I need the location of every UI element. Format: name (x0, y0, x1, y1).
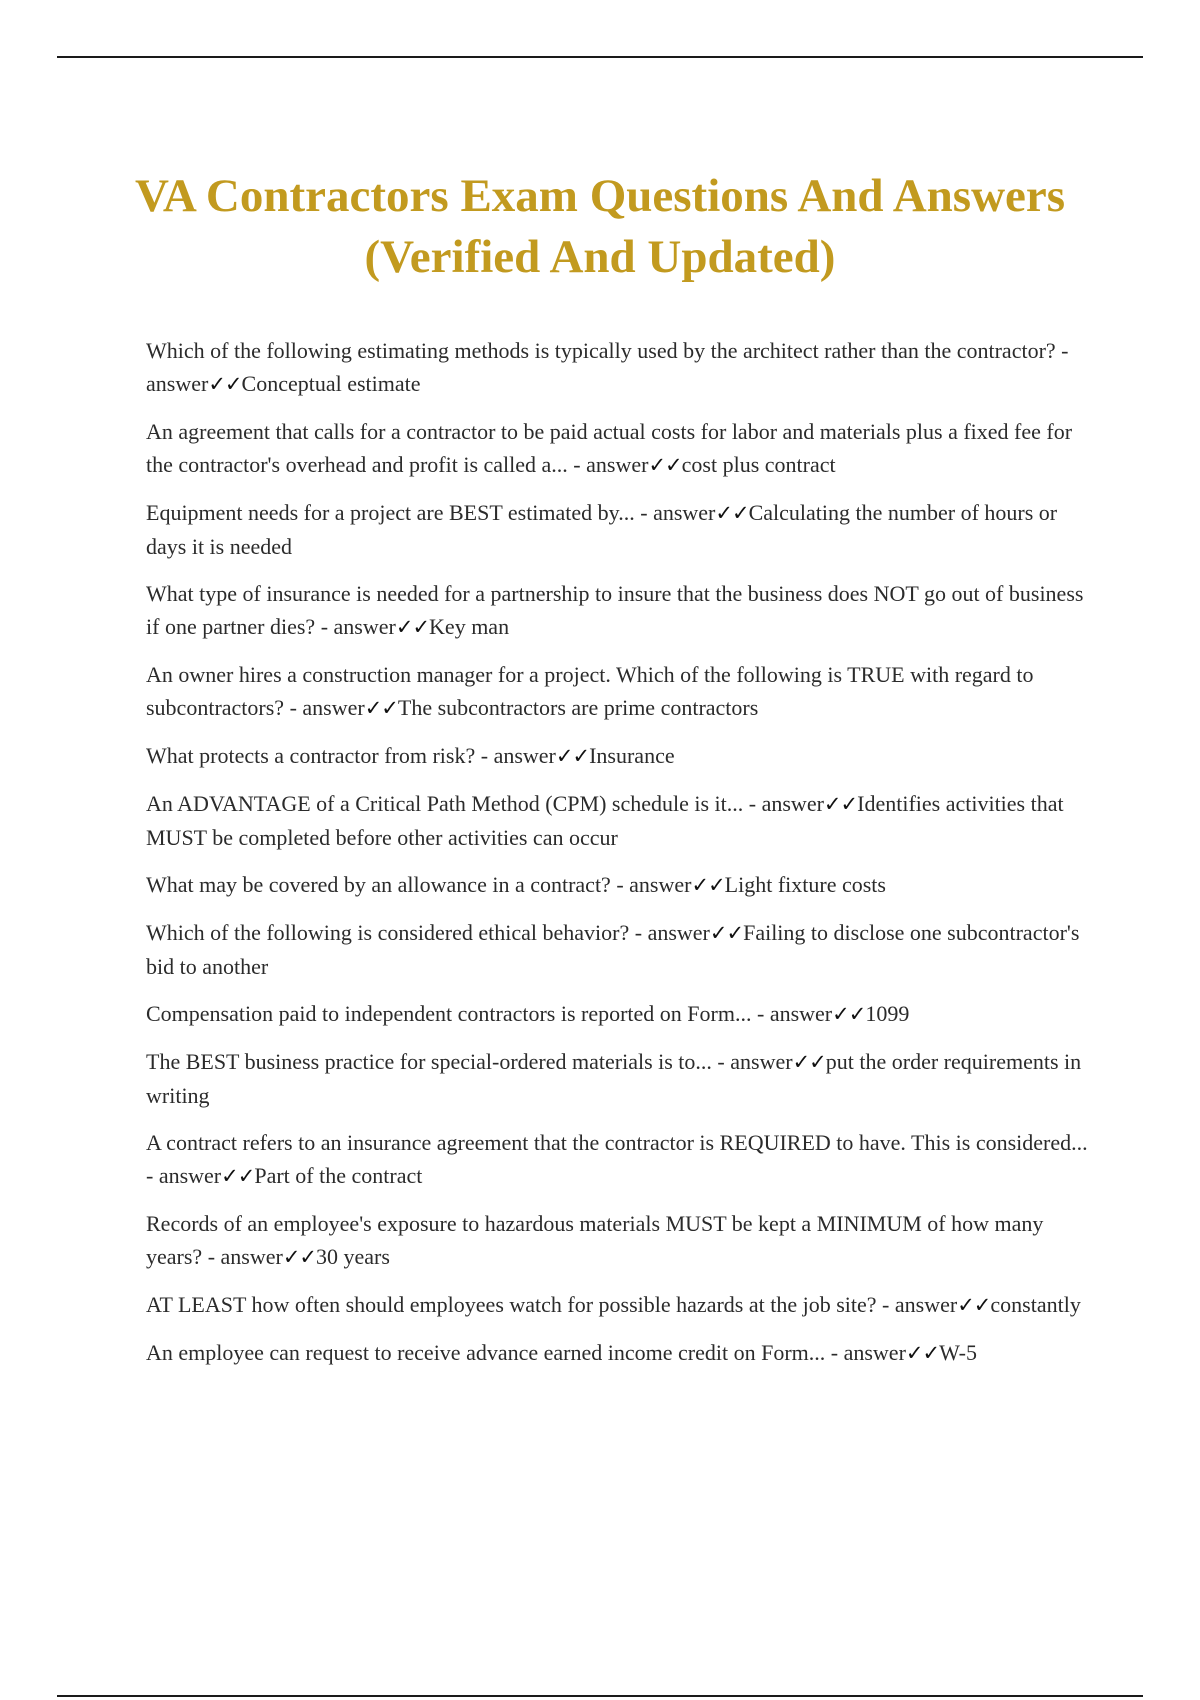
question-text: What may be covered by an allowance in a contract? (146, 872, 611, 897)
double-check-icon: ✓✓ (691, 873, 725, 897)
answer-text: Part of the contract (254, 1163, 423, 1188)
answer-text: Conceptual estimate (241, 371, 421, 396)
answer-text: The subcontractors are prime contractors (397, 695, 759, 720)
answer-label: answer (220, 1244, 283, 1269)
question-text: An ADVANTAGE of a Critical Path Method (CPM) schedule is it... (146, 791, 744, 816)
answer-text: constantly (990, 1292, 1081, 1317)
question-text: What protects a contractor from risk? (146, 743, 476, 768)
separator: - (567, 452, 587, 477)
answer-label: answer (302, 695, 365, 720)
separator: - (1055, 338, 1069, 363)
document-title: VA Contractors Exam Questions And Answers (Verified And Updated) (134, 170, 1066, 283)
qa-item (146, 334, 1096, 401)
qa-item (146, 658, 1096, 725)
answer-text: put the order requirements in writing (146, 1049, 1082, 1108)
question-text: Which of the following estimating methods is typically used by the architect rather than the contractor? (146, 338, 1056, 363)
double-check-icon: ✓✓ (792, 1050, 826, 1074)
question-text: Which of the following is considered ethical behavior? (146, 920, 630, 945)
answer-text: W-5 (939, 1340, 977, 1365)
separator: - (751, 1001, 770, 1026)
answer-label: answer (843, 1340, 906, 1365)
separator: - (284, 695, 303, 720)
qa-item (146, 1126, 1096, 1193)
qa-list (146, 334, 1096, 1384)
answer-text: Light fixture costs (724, 872, 886, 897)
question-text: What type of insurance is needed for a partnership to insure that the business does NOT go out of business if one partner dies? (146, 581, 1084, 639)
answer-label: answer (493, 743, 556, 768)
double-check-icon: ✓✓ (555, 744, 590, 768)
answer-text: Key man (429, 614, 510, 639)
answer-label: answer (629, 872, 692, 897)
answer-label: answer (586, 452, 649, 477)
separator: - (202, 1244, 221, 1269)
answer-label: answer (333, 614, 396, 639)
qa-item (146, 916, 1096, 983)
question-text: The BEST business practice for special-ordered materials is to... (146, 1049, 712, 1074)
double-check-icon: ✓✓ (957, 1293, 991, 1317)
question-text: Records of an employee's exposure to hazardous materials MUST be kept a MINIMUM of how many years? (146, 1211, 1044, 1269)
bottom-rule (57, 1695, 1143, 1697)
answer-label: answer (894, 1292, 958, 1317)
separator: - (876, 1292, 895, 1317)
qa-item (146, 997, 1096, 1031)
double-check-icon: ✓✓ (364, 696, 398, 720)
separator: - (315, 614, 334, 639)
question-text: A contract refers to an insurance agreement that the contractor is REQUIRED to have. This is considered... (146, 1130, 1088, 1155)
answer-label: answer (761, 791, 824, 816)
answer-text: 1099 (865, 1001, 910, 1026)
separator: - (825, 1340, 844, 1365)
qa-item (146, 415, 1096, 482)
question-text: Equipment needs for a project are BEST estimated by... (146, 500, 635, 525)
question-text: Compensation paid to independent contractors is reported on Form... (146, 1001, 752, 1026)
answer-label: answer (146, 371, 209, 396)
question-text: An agreement that calls for a contractor to be paid actual costs for labor and materials plus a fixed fee for the contractor's overhead and profit is called a... (146, 419, 1073, 477)
separator: - (610, 872, 630, 897)
answer-label: answer (769, 1001, 833, 1026)
answer-text: cost plus contract (681, 452, 836, 477)
question-text: An employee can request to receive advance earned income credit on Form... (146, 1340, 826, 1365)
qa-item (146, 1045, 1096, 1112)
double-check-icon: ✓✓ (395, 615, 430, 639)
top-rule (57, 56, 1143, 58)
double-check-icon: ✓✓ (715, 501, 749, 525)
answer-label: answer (647, 920, 710, 945)
double-check-icon: ✓✓ (832, 1002, 866, 1026)
answer-text: Calculating the number of hours or days it is needed (146, 500, 1058, 559)
qa-item (146, 496, 1096, 563)
qa-item (146, 1207, 1096, 1274)
double-check-icon: ✓✓ (648, 453, 682, 477)
question-text: An owner hires a construction manager for a project. Which of the following is TRUE with regard to subcontractors? (146, 662, 1034, 720)
qa-item (146, 739, 1096, 773)
qa-item (146, 1336, 1096, 1370)
qa-item (146, 577, 1096, 644)
answer-label: answer (653, 500, 716, 525)
double-check-icon: ✓✓ (282, 1245, 317, 1269)
answer-text: 30 years (316, 1244, 390, 1269)
double-check-icon: ✓✓ (208, 372, 242, 396)
separator: - (711, 1049, 731, 1074)
separator: - (475, 743, 494, 768)
qa-item (146, 1288, 1096, 1322)
qa-item (146, 787, 1096, 854)
double-check-icon: ✓✓ (905, 1341, 940, 1365)
answer-text: Failing to disclose one subcontractor's bid to another (146, 920, 1080, 979)
answer-label: answer (730, 1049, 793, 1074)
question-text: AT LEAST how often should employees watch for possible hazards at the job site? (146, 1292, 877, 1317)
double-check-icon: ✓✓ (221, 1164, 255, 1188)
qa-item (146, 868, 1096, 902)
double-check-icon: ✓✓ (709, 921, 744, 945)
double-check-icon: ✓✓ (823, 792, 858, 816)
answer-label: answer (158, 1163, 222, 1188)
answer-text: Insurance (589, 743, 675, 768)
separator: - (146, 1163, 159, 1188)
separator: - (743, 791, 762, 816)
separator: - (629, 920, 648, 945)
separator: - (634, 500, 654, 525)
answer-text: Identifies activities that MUST be completed before other activities can occur (146, 791, 1064, 850)
